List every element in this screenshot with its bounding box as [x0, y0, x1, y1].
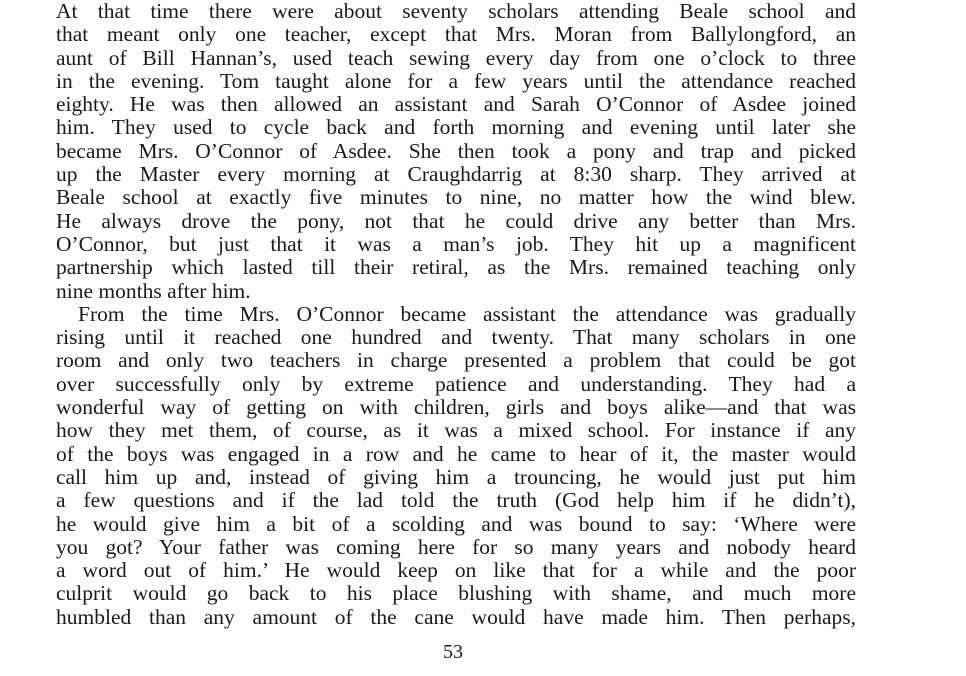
text-line: of the boys was engaged in a row and he came to hear of it, the master would	[56, 441, 856, 466]
text-line: partnership which lasted till their retiral, as the Mrs. remained teaching only	[56, 255, 856, 280]
text-line: aunt of Bill Hannan’s, used teach sewing every day from one o’clock to three	[56, 45, 856, 70]
text-line: He always drove the pony, not that he could drive any better than Mrs.	[56, 208, 856, 233]
text-line: rising until it reached one hundred and twenty. That many scholars in one	[56, 325, 856, 350]
text-line: eighty. He was then allowed an assistant and Sarah O’Connor of Asdee joined	[56, 92, 856, 117]
text-line: humbled than any amount of the cane would have made him. Then perhaps,	[56, 604, 856, 629]
text-line: wonderful way of getting on with children, girls and boys alike—and that was	[56, 395, 856, 420]
text-line: up the Master every morning at Craughdarrig at 8:30 sharp. They arrived at	[56, 162, 856, 187]
text-line: call him up and, instead of giving him a trouncing, he would just put him	[56, 464, 856, 489]
paragraph-2	[56, 303, 856, 629]
text-line: how they met them, of course, as it was a mixed school. For instance if any	[56, 418, 856, 443]
text-line: At that time there were about seventy scholars attending Beale school and	[56, 0, 856, 23]
text-line: he would give him a bit of a scolding and was bound to say: ‘Where were	[56, 511, 856, 536]
text-line: in the evening. Tom taught alone for a few years until the attendance reached	[56, 68, 856, 93]
text-line: a word out of him.’ He would keep on like that for a while and the poor	[56, 558, 856, 583]
text-line: Beale school at exactly five minutes to nine, no matter how the wind blew.	[56, 185, 856, 210]
text-line: that meant only one teacher, except that Mrs. Moran from Ballylongford, an	[56, 22, 856, 47]
text-line: over successfully only by extreme patience and understanding. They had a	[56, 371, 856, 396]
text-line: O’Connor, but just that it was a man’s job. They hit up a magnificent	[56, 231, 856, 256]
text-line: you got? Your father was coming here for so many years and nobody heard	[56, 534, 856, 559]
text-line: a few questions and if the lad told the truth (God help him if he didn’t),	[56, 488, 856, 513]
body-text	[56, 0, 856, 629]
text-line: nine months after him.	[56, 278, 251, 303]
text-line: room and only two teachers in charge presented a problem that could be got	[56, 348, 856, 373]
paragraph-1	[56, 0, 856, 303]
text-line: From the time Mrs. O’Connor became assistant the attendance was gradually	[78, 301, 856, 326]
text-line: became Mrs. O’Connor of Asdee. She then took a pony and trap and picked	[56, 138, 856, 163]
text-line: culprit would go back to his place blushing with shame, and much more	[56, 581, 856, 606]
page-number: 53	[443, 641, 463, 663]
text-line: him. They used to cycle back and forth morning and evening until later she	[56, 115, 856, 140]
